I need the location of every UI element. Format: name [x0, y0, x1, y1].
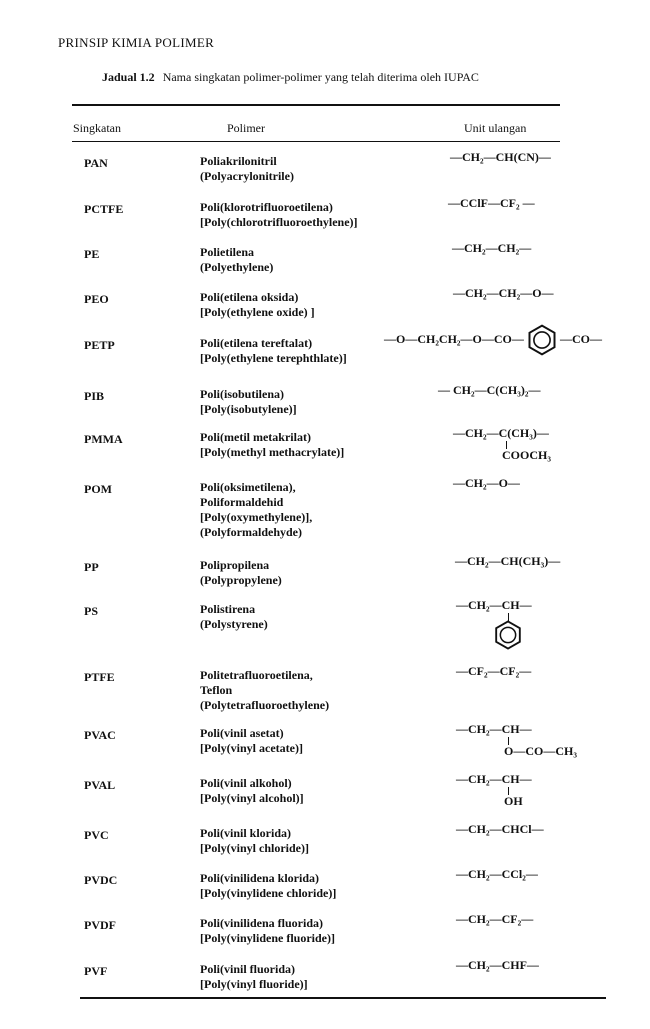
repeat-unit-formula: —CH₂—CH—	[456, 722, 532, 736]
caption-number: Jadual 1.2	[102, 70, 155, 84]
repeat-unit-formula: — CH₂—C(CH₃)₂—	[438, 383, 541, 397]
repeat-unit-formula: —CF₂—CF₂—	[456, 664, 532, 678]
row-abbr: PAN	[84, 156, 108, 170]
row-polymer-names	[200, 602, 268, 632]
benzene-ring-icon	[491, 618, 525, 657]
caption-text: Nama singkatan polimer-polimer yang telah diterima oleh IUPAC	[162, 70, 479, 84]
repeat-unit-formula: —CH₂—CHF—	[456, 958, 539, 972]
row-abbr: PMMA	[84, 432, 123, 446]
header-unit: Unit ulangan	[464, 121, 527, 135]
polymer-name-line: [Poly(vinyl alcohol)]	[200, 791, 304, 805]
table-header-rule	[72, 141, 560, 142]
row-abbr: PP	[84, 560, 99, 574]
polymer-name-line: [Poly(vinyl chloride)]	[200, 841, 309, 855]
row-abbr: PVDF	[84, 918, 116, 932]
row-abbr: PETP	[84, 338, 115, 352]
polymer-name-line: Polistirena	[200, 602, 256, 616]
polymer-name-line: [Poly(vinyl fluoride)]	[200, 977, 308, 991]
row-polymer-names	[200, 668, 329, 713]
row-abbr: PVAL	[84, 778, 116, 792]
repeat-unit-formula: —CH₂—CH—	[456, 598, 532, 612]
repeat-unit-formula: —CH₂—CF₂—	[456, 912, 534, 926]
repeat-unit-substituent: COOCH₃	[502, 448, 551, 462]
polymer-name-line: (Polystyrene)	[200, 617, 268, 631]
polymer-name-line: Poli(metil metakrilat)	[200, 430, 311, 444]
polymer-name-line: (Polytetrafluoroethylene)	[200, 698, 330, 712]
row-polymer-names	[200, 480, 312, 540]
benzene-ring-icon	[524, 322, 560, 358]
polymer-name-line: Poliakrilonitril	[200, 154, 277, 168]
row-polymer-names	[200, 387, 297, 417]
polymer-name-line: [Poly(vinylidene fluoride)]	[200, 931, 335, 945]
polymer-name-line: Poli(oksimetilena),	[200, 480, 296, 494]
polymer-name-line: [Poly(oxymethylene)],	[200, 510, 313, 524]
polymer-name-line: Polipropilena	[200, 558, 270, 572]
polymer-name-line: Poliformaldehid	[200, 495, 284, 509]
row-abbr: PCTFE	[84, 202, 124, 216]
repeat-unit-formula: —CH₂—CH—	[456, 772, 532, 786]
polymer-name-line: Poli(etilena oksida)	[200, 290, 299, 304]
row-polymer-names	[200, 826, 309, 856]
row-polymer-names	[200, 871, 336, 901]
repeat-unit-formula: —CH₂—CH(CN)—	[450, 150, 551, 164]
row-polymer-names	[200, 290, 315, 320]
repeat-unit-formula: —CH₂—CH₂—O—	[453, 286, 554, 300]
row-polymer-names	[200, 245, 273, 275]
polymer-name-line: (Polyethylene)	[200, 260, 274, 274]
repeat-unit-formula: —CH₂—CH₂—	[452, 241, 532, 255]
repeat-unit-formula: —CH₂—CCl₂—	[456, 867, 538, 881]
repeat-unit-formula: —CH₂—CH(CH₃)—	[455, 554, 561, 568]
table-top-rule	[72, 104, 560, 106]
benzene-ring-icon	[524, 322, 560, 363]
row-abbr: PVDC	[84, 873, 118, 887]
table-caption	[102, 70, 479, 85]
row-abbr: PS	[84, 604, 99, 618]
row-polymer-names	[200, 776, 304, 806]
repeat-unit-substituent: O—CO—CH₃	[504, 744, 577, 758]
repeat-unit-formula: —CH₂—C(CH₃)—	[453, 426, 549, 440]
row-abbr: PVF	[84, 964, 108, 978]
row-abbr: PE	[84, 247, 100, 261]
polymer-name-line: [Poly(isobutylene)]	[200, 402, 297, 416]
repeat-unit-formula: —O—CH₂CH₂—O—CO—	[384, 332, 524, 346]
polymer-name-line: [Poly(ethylene terephthlate)]	[200, 351, 347, 365]
polymer-name-line: [Poly(vinyl acetate)]	[200, 741, 303, 755]
row-abbr: PTFE	[84, 670, 115, 684]
header-abbr: Singkatan	[73, 121, 121, 135]
polymer-name-line: Poli(vinil alkohol)	[200, 776, 292, 790]
polymer-name-line: Teflon	[200, 683, 233, 697]
header-polymer: Polimer	[227, 121, 265, 135]
polymer-name-line: [Poly(ethylene oxide) ]	[200, 305, 315, 319]
row-polymer-names	[200, 336, 347, 366]
polymer-name-line: (Polyformaldehyde)	[200, 525, 302, 539]
polymer-name-line: [Poly(chlorotrifluoroethylene)]	[200, 215, 358, 229]
row-polymer-names	[200, 154, 294, 184]
polymer-name-line: Poli(vinilidena fluorida)	[200, 916, 324, 930]
polymer-name-line: (Polypropylene)	[200, 573, 282, 587]
row-polymer-names	[200, 200, 358, 230]
row-abbr: PVAC	[84, 728, 116, 742]
polymer-name-line: Poli(etilena tereftalat)	[200, 336, 313, 350]
repeat-unit-formula: —CH₂—O—	[453, 476, 520, 490]
repeat-unit-substituent: OH	[504, 794, 523, 808]
row-polymer-names	[200, 916, 335, 946]
repeat-unit-formula: —CH₂—CHCl—	[456, 822, 544, 836]
row-abbr: PVC	[84, 828, 109, 842]
row-abbr: PEO	[84, 292, 109, 306]
polymer-name-line: Poli(vinil asetat)	[200, 726, 284, 740]
repeat-unit-tail: —CO—	[560, 332, 602, 346]
row-polymer-names	[200, 726, 303, 756]
polymer-name-line: (Polyacrylonitrile)	[200, 169, 294, 183]
row-polymer-names	[200, 962, 308, 992]
polymer-name-line: [Poly(vinylidene chloride)]	[200, 886, 337, 900]
row-abbr: PIB	[84, 389, 105, 403]
polymer-name-line: Poli(vinil fluorida)	[200, 962, 296, 976]
polymer-name-line: Poli(klorotrifluoroetilena)	[200, 200, 333, 214]
polymer-name-line: Polietilena	[200, 245, 254, 259]
polymer-name-line: Poli(isobutilena)	[200, 387, 285, 401]
polymer-name-line: [Poly(methyl methacrylate)]	[200, 445, 345, 459]
repeat-unit-formula: —CClF—CF₂ —	[448, 196, 535, 210]
row-abbr: POM	[84, 482, 112, 496]
row-polymer-names	[200, 430, 344, 460]
table-bottom-rule	[80, 997, 606, 999]
polymer-name-line: Poli(vinilidena klorida)	[200, 871, 320, 885]
row-polymer-names	[200, 558, 282, 588]
polymer-name-line: Politetrafluoroetilena,	[200, 668, 313, 682]
polymer-name-line: Poli(vinil klorida)	[200, 826, 292, 840]
running-head: PRINSIP KIMIA POLIMER	[58, 35, 215, 50]
